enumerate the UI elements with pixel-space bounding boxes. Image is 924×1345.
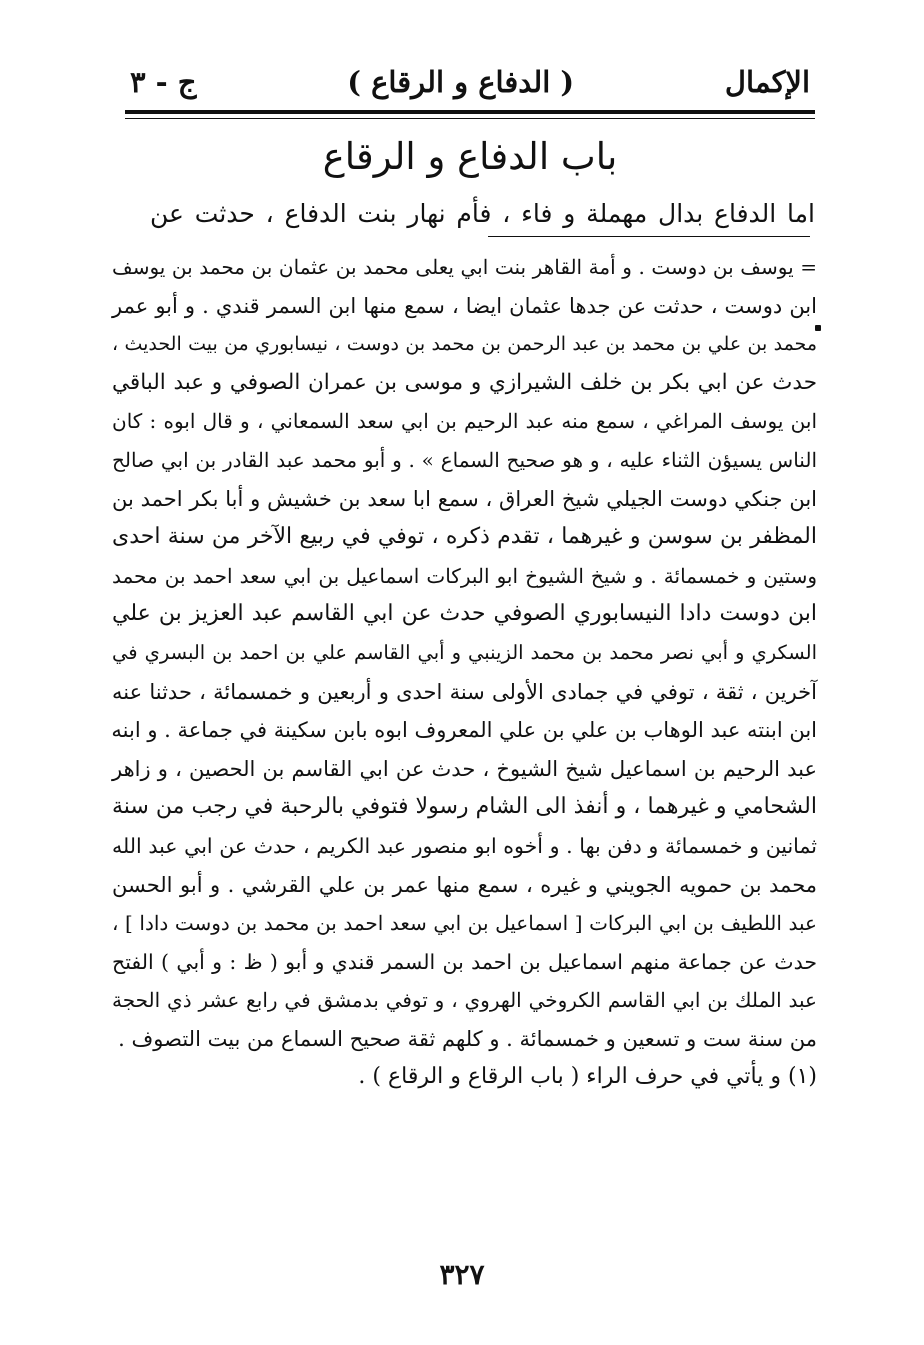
- text-line: محمد بن حمويه الجويني و غيره ، سمع منها عمر بن علي القرشي . و أبو الحسن: [112, 872, 817, 897]
- text-line: وستين و خمسمائة . و شيخ الشيوخ ابو البركات اسماعيل بن ابي سعد احمد بن محمد: [112, 563, 817, 588]
- chapter-title: باب الدفاع و الرقاع: [322, 135, 618, 178]
- text-line: آخرين ، ثقة ، توفي في جمادى الأولى سنة احدى و أربعين و خمسمائة ، حدثنا عنه: [112, 679, 817, 704]
- text-line: حدث عن جماعة منهم اسماعيل بن احمد بن السمر قندي و أبو ( ظ : و أبي ) الفتح: [112, 949, 817, 974]
- text-line: الناس يسيؤن الثناء عليه ، و هو صحيح السماع » . و أبو محمد عبد القادر بن ابي صالح: [112, 447, 817, 472]
- text-line: من سنة ست و تسعين و خمسمائة . و كلهم ثقة صحيح السماع من بيت التصوف .: [118, 1026, 817, 1051]
- text-line: عبد الرحيم بن اسماعيل شيخ الشيوخ ، حدث عن ابي القاسم بن الحصين ، و زاهر: [112, 756, 817, 781]
- text-line: ابن دوست دادا النيسابوري الصوفي حدث عن ابي القاسم عبد العزيز بن علي: [112, 601, 817, 627]
- page-header: [130, 58, 810, 106]
- text-line: ابن دوست ، حدثت عن جدها عثمان ايضا ، سمع منها ابن السمر قندي . و أبو عمر: [112, 293, 817, 318]
- volume-number: ج - ٣: [130, 65, 197, 99]
- page-number: ٣٢٧: [439, 1258, 485, 1291]
- text-line: عبد الملك بن ابي القاسم الكروخي الهروي ، و توفي بدمشق في رابع عشر ذي الحجة: [112, 988, 817, 1013]
- footnote: (١) و يأتي في حرف الراء ( باب الرقاع و الرقاع ) .: [358, 1064, 817, 1090]
- running-title: ( الدفاع و الرقاع ): [347, 65, 575, 99]
- text-line: الشحامي و غيرهما ، و أنفذ الى الشام رسولا فتوفي بالرحبة في رجب من سنة: [112, 794, 817, 820]
- text-line: المظفر بن سوسن و غيرهما ، تقدم ذكره ، توفي في ربيع الآخر من سنة احدى: [112, 524, 817, 550]
- body-text: [112, 248, 817, 1097]
- header-rule-thick: [125, 110, 815, 114]
- book-title: الإكمال: [724, 65, 810, 99]
- text-line: = يوسف بن دوست . و أمة القاهر بنت ابي يعلى محمد بن عثمان بن محمد بن يوسف: [112, 255, 817, 279]
- text-line: حدث عن ابي بكر بن خلف الشيرازي و موسى بن عمران الصوفي و عبد الباقي: [112, 369, 817, 395]
- text-line: محمد بن علي بن محمد بن عبد الرحمن بن محمد بن دوست ، نيسابوري من بيت الحديث ،: [112, 333, 817, 356]
- header-rule-thin: [125, 118, 815, 119]
- text-line: ثمانين و خمسمائة و دفن بها . و أخوه ابو منصور عبد الكريم ، حدث عن ابي عبد الله: [112, 833, 817, 858]
- text-line: ابن جنكي دوست الجيلي شيخ العراق ، سمع ابا سعد بن خشيش و أبا بكر احمد بن: [112, 486, 817, 511]
- text-line: عبد اللطيف بن ابي البركات [ اسماعيل بن ابي سعد احمد بن محمد بن دوست دادا ] ،: [112, 911, 817, 936]
- footnote-separator: [488, 236, 810, 237]
- text-line: السكري و أبي نصر محمد بن محمد الزينبي و أبي القاسم علي بن احمد بن البسري في: [112, 640, 817, 664]
- text-line: ابن يوسف المراغي ، سمع منه عبد الرحيم بن ابي سعد السمعاني ، و قال ابوه : كان: [112, 409, 817, 434]
- text-line: ابن ابنته عبد الوهاب بن علي بن علي المعروف ابوه بابن سكينة في جماعة . و ابنه: [111, 718, 817, 743]
- intro-line: اما الدفاع بدال مهملة و فاء ، فأم نهار بنت الدفاع ، حدثت عن: [150, 199, 815, 228]
